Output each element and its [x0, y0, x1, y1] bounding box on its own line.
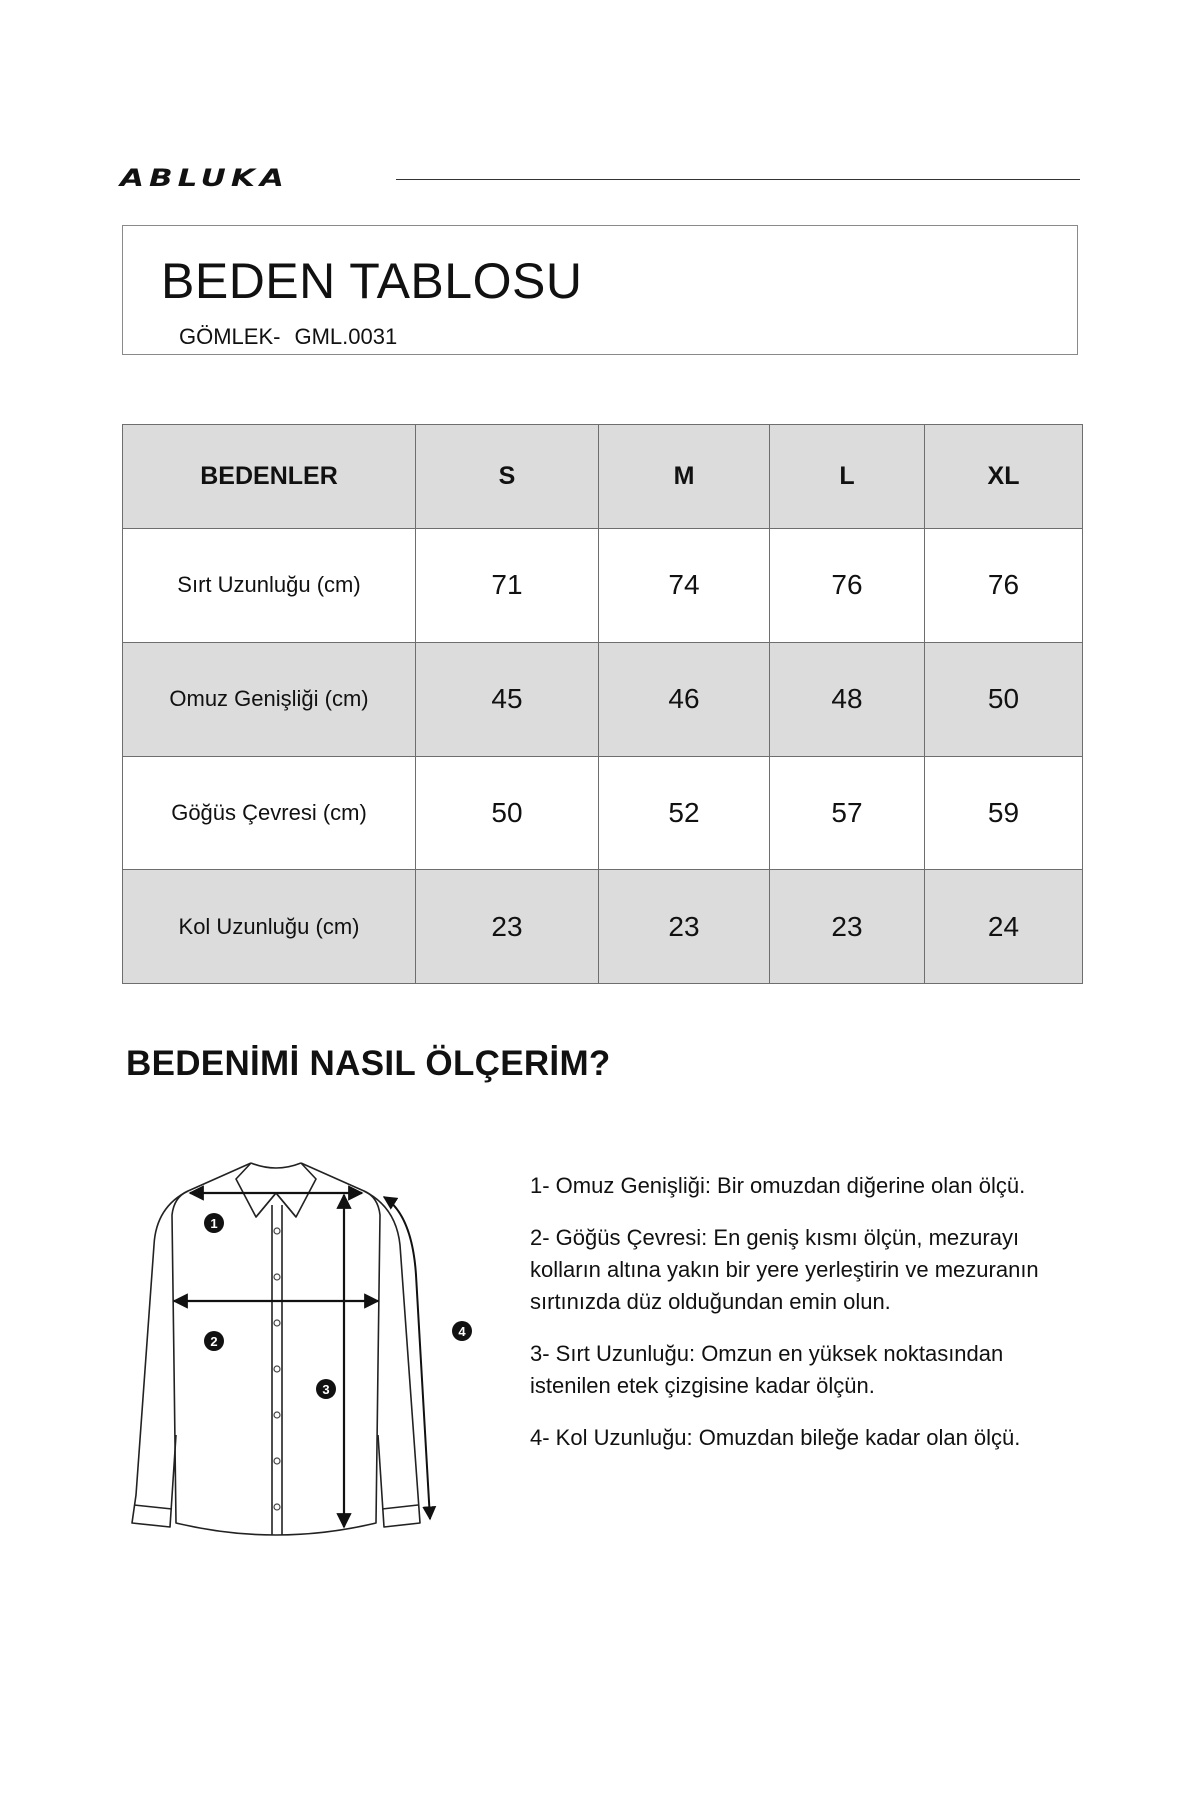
- table-row: [123, 529, 1083, 643]
- table-cell: 46: [599, 642, 770, 756]
- table-cell: 52: [599, 756, 770, 870]
- product-code: GML.0031: [294, 324, 398, 349]
- row-label: Göğüs Çevresi (cm): [123, 756, 416, 870]
- table-header-row: [123, 425, 1083, 529]
- marker-3-icon: [316, 1379, 336, 1399]
- how-to-measure-title: BEDENİMİ NASIL ÖLÇERİM?: [126, 1044, 611, 1083]
- table-header-cell: BEDENLER: [123, 425, 416, 529]
- table-cell: 59: [925, 756, 1083, 870]
- brand-logo: ABLUKA: [120, 164, 289, 193]
- row-label: Omuz Genişliği (cm): [123, 642, 416, 756]
- sleeve-measure-line: [384, 1197, 430, 1519]
- shirt-buttons: [274, 1228, 280, 1510]
- svg-text:2: 2: [210, 1334, 218, 1349]
- instruction-item: 3- Sırt Uzunluğu: Omzun en yüksek noktasından istenilen etek çizgisine kadar ölçün.: [530, 1341, 1004, 1398]
- svg-text:3: 3: [322, 1382, 330, 1397]
- header-divider: [396, 179, 1080, 180]
- table-header-cell: L: [770, 425, 925, 529]
- table-cell: 23: [416, 870, 599, 984]
- instruction-item: 2- Göğüs Çevresi: En geniş kısmı ölçün, mezurayı kolların altına yakın bir yere yerleştirin ve mezuranın sırtınızda düz olduğundan emin olun.: [530, 1225, 1039, 1314]
- page-title: BEDEN TABLOSU: [161, 253, 583, 309]
- table-cell: 48: [770, 642, 925, 756]
- row-label: Sırt Uzunluğu (cm): [123, 529, 416, 643]
- shirt-outline-icon: [132, 1163, 420, 1535]
- table-cell: 57: [770, 756, 925, 870]
- product-type: GÖMLEK-: [179, 324, 281, 349]
- table-cell: 50: [925, 642, 1083, 756]
- marker-1-icon: [204, 1213, 224, 1233]
- product-subtitle: [179, 324, 397, 350]
- table-row: [123, 870, 1083, 984]
- brand-header: [120, 160, 1080, 200]
- shirt-measurement-diagram: [126, 1135, 486, 1555]
- table-cell: 76: [925, 529, 1083, 643]
- table-cell: 45: [416, 642, 599, 756]
- table-cell: 24: [925, 870, 1083, 984]
- size-table: [122, 424, 1083, 984]
- table-cell: 71: [416, 529, 599, 643]
- table-cell: 74: [599, 529, 770, 643]
- svg-text:4: 4: [458, 1324, 466, 1339]
- svg-text:1: 1: [210, 1216, 218, 1231]
- instruction-item: 4- Kol Uzunluğu: Omuzdan bileğe kadar olan ölçü.: [530, 1425, 1021, 1450]
- row-label: Kol Uzunluğu (cm): [123, 870, 416, 984]
- table-cell: 23: [770, 870, 925, 984]
- table-cell: 50: [416, 756, 599, 870]
- marker-2-icon: [204, 1331, 224, 1351]
- table-header-cell: S: [416, 425, 599, 529]
- table-cell: 23: [599, 870, 770, 984]
- table-header-cell: M: [599, 425, 770, 529]
- table-cell: 76: [770, 529, 925, 643]
- title-box: [122, 225, 1078, 355]
- measurement-instructions: [530, 1170, 1090, 1474]
- instruction-item: 1- Omuz Genişliği: Bir omuzdan diğerine olan ölçü.: [530, 1173, 1026, 1198]
- table-row: [123, 756, 1083, 870]
- table-row: [123, 642, 1083, 756]
- marker-4-icon: [452, 1321, 472, 1341]
- table-header-cell: XL: [925, 425, 1083, 529]
